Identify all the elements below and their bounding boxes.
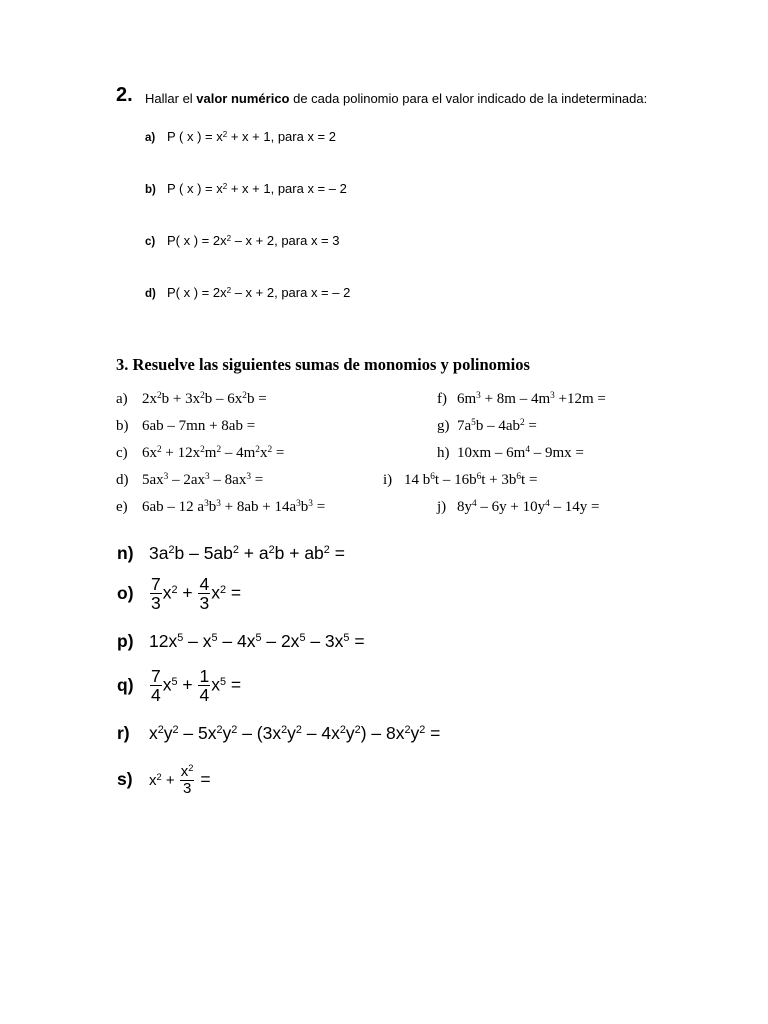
item-label: c)	[145, 236, 156, 248]
fraction-1: $\frac{7}{3}$	[151, 574, 161, 614]
exponent: 3	[476, 390, 481, 401]
item-label: r)	[117, 723, 130, 743]
exercise-b	[116, 418, 255, 435]
exponent: 2	[354, 724, 361, 737]
expression-text: b – 5ab	[174, 543, 233, 563]
exponent: 2	[216, 444, 222, 455]
expression-text: =	[524, 418, 537, 434]
item-label: s)	[117, 768, 133, 789]
expression-text: t + 3b	[481, 472, 517, 488]
expression-text: t =	[521, 472, 538, 488]
exponent: 5	[211, 632, 218, 645]
expression-text: 2x	[142, 391, 157, 407]
exercise-2b: b) P ( x ) = $x^2 + x + 1$, para x = – 2	[145, 181, 347, 196]
exponent: 2	[242, 390, 247, 401]
item-label: n)	[117, 543, 134, 563]
item-label: o)	[117, 582, 134, 603]
exercise-o: o) $\frac{7}{3}$ $x^2$ + $\frac{4}{3}$ $x^2$ =	[117, 574, 242, 614]
instruction-text: Hallar el	[145, 91, 197, 106]
exponent: 2	[168, 544, 175, 557]
exponent: 2	[200, 390, 205, 401]
expression-text: b + 3x	[161, 391, 201, 407]
exponent: 6	[476, 471, 482, 482]
exponent: 5	[299, 632, 306, 645]
expression-text: b	[300, 499, 309, 515]
exercise-f	[437, 391, 606, 408]
item-label: j)	[437, 499, 447, 515]
exponent: 5	[343, 632, 350, 645]
item-label: d)	[116, 472, 129, 488]
exercise-2a: a) P ( x ) = $x^2 + x + 1$, para x = 2	[145, 129, 336, 144]
exponent: 5	[177, 632, 184, 645]
exercise-c	[116, 445, 284, 462]
expression-text: 6ab – 7mn + 8ab =	[142, 418, 256, 434]
item-label: e)	[116, 499, 128, 515]
instruction-bold: valor numérico	[196, 91, 290, 106]
exponent: 2	[255, 444, 260, 455]
expression-text: 6x	[142, 445, 157, 461]
item-label: p)	[117, 631, 134, 651]
exponent: 2	[157, 444, 162, 455]
section-2-instruction	[145, 91, 647, 106]
exponent: 2	[323, 544, 330, 557]
exercise-a	[116, 391, 267, 408]
expression-text: =	[349, 631, 365, 651]
exponent: 3	[204, 498, 209, 509]
exponent: 3	[296, 498, 301, 509]
section-3-title: 3. Resuelve las siguientes sumas de monomios y polinomios	[116, 355, 530, 374]
expression-text: – 4x	[301, 723, 340, 743]
exercise-e	[116, 499, 325, 516]
exponent: 3	[163, 471, 169, 482]
exponent: 6	[516, 471, 522, 482]
expression-text: 14 b	[404, 472, 431, 488]
exponent: 2	[404, 724, 411, 737]
fraction: $\frac{x^2}{3}$	[180, 762, 194, 797]
exponent: 3	[550, 390, 555, 401]
expression-text: – 8ax	[209, 472, 247, 488]
exponent: 2	[172, 724, 179, 737]
exercise-p	[117, 631, 365, 652]
exponent: 4	[545, 498, 550, 509]
expression-text: y	[163, 723, 173, 743]
exponent: 4	[472, 498, 477, 509]
exponent: 2	[267, 444, 273, 455]
exercise-h	[437, 445, 584, 462]
expression-text: 12x	[149, 631, 178, 651]
exponent: 3	[246, 471, 251, 482]
expression-text: y	[345, 723, 355, 743]
expression-text: x	[259, 445, 268, 461]
expression-text: =	[425, 723, 441, 743]
expression-text: 6ab – 12 a	[142, 499, 205, 515]
fraction-1: $\frac{7}{4}$	[151, 666, 161, 706]
exponent: 2	[419, 724, 426, 737]
item-label: g)	[437, 418, 450, 434]
expression-text: =	[312, 499, 326, 515]
expression-text: b – 6x	[204, 391, 243, 407]
exponent: 6	[430, 471, 435, 482]
expression-text: – 3x	[305, 631, 344, 651]
exercise-r	[117, 723, 440, 744]
fraction-2: $\frac{4}{3}$	[199, 574, 210, 614]
expression-text: =	[250, 472, 264, 488]
expression-text: y	[222, 723, 232, 743]
exponent: 2	[216, 724, 223, 737]
expression-text: b =	[246, 391, 267, 407]
exponent: 4	[525, 444, 530, 455]
exercise-2c: c) P( x ) = $2x^2 - x + 2$, para x = 3	[145, 233, 340, 248]
item-label: b)	[145, 184, 156, 196]
exercise-g	[437, 418, 537, 435]
item-label: a)	[145, 132, 156, 144]
expression-text: b + ab	[274, 543, 324, 563]
exponent: 2	[157, 724, 164, 737]
item-label: f)	[437, 391, 447, 407]
expression-text: y	[287, 723, 296, 743]
exponent: 2	[232, 544, 239, 557]
exponent: 2	[281, 724, 288, 737]
exercise-s: s) $x^2$ + $\frac{x^2}{3}$ =	[117, 762, 211, 797]
expression-text: +12m =	[554, 391, 606, 407]
exponent: 2	[157, 390, 162, 401]
item-label: c)	[116, 445, 128, 461]
expression-text: =	[272, 445, 285, 461]
item-label: q)	[117, 674, 134, 695]
exponent: 3	[216, 498, 221, 509]
exponent: 2	[231, 724, 238, 737]
expression-text: =	[329, 543, 345, 563]
expression-text: m	[204, 445, 217, 461]
exercise-i	[383, 472, 537, 489]
exponent: 3	[205, 471, 210, 482]
expression-text: 3a	[149, 543, 169, 563]
exponent: 5	[255, 632, 262, 645]
exponent: 2	[520, 417, 525, 428]
expression-text: b	[208, 499, 217, 515]
instruction-text-end: de cada polinomio para el valor indicado de la indeterminada:	[289, 91, 648, 106]
expression-text: 8y	[457, 499, 472, 515]
expression-text: – 4x	[217, 631, 256, 651]
exercise-2d: d) P( x ) = $2x^2 - x + 2$, para x = – 2	[145, 285, 351, 300]
expression-text: + 8ab + 14a	[220, 499, 297, 515]
item-label: b)	[116, 418, 129, 434]
expression-text: x	[149, 723, 158, 743]
item-label: d)	[145, 288, 156, 300]
expression-text: t – 16b	[434, 472, 477, 488]
expression-text: – 2x	[261, 631, 300, 651]
expression-text: 10xm – 6m	[457, 445, 526, 461]
expression-text: – 14y =	[549, 499, 600, 515]
exercise-j	[437, 499, 600, 516]
exponent: 5	[471, 417, 476, 428]
fraction-2: $\frac{1}{4}$	[199, 666, 210, 706]
exercise-q: q) $\frac{7}{4}$ $x^5$ + $\frac{1}{4}$ $x^5$ =	[117, 666, 242, 706]
expression-text: – 4m	[221, 445, 256, 461]
expression-text: y	[410, 723, 420, 743]
exponent: 2	[339, 724, 346, 737]
expression-text: + a	[238, 543, 269, 563]
item-label: h)	[437, 445, 450, 461]
expression-text: ) – 8x	[360, 723, 405, 743]
item-label: a)	[116, 391, 128, 407]
expression-text: – (3x	[237, 723, 282, 743]
expression-text: + 12x	[161, 445, 201, 461]
expression-text: – 5x	[178, 723, 217, 743]
exponent: 2	[295, 724, 302, 737]
expression-text: – 2ax	[168, 472, 205, 488]
exercise-n	[117, 543, 345, 564]
expression-text: + 8m – 4m	[480, 391, 551, 407]
expression-text: – 6y + 10y	[476, 499, 546, 515]
exponent: 2	[200, 444, 205, 455]
expression-text: 6m	[457, 391, 477, 407]
expression-text: – 9mx =	[530, 445, 584, 461]
expression-text: 7a	[457, 418, 472, 434]
exponent: 3	[308, 498, 313, 509]
expression-text: – x	[183, 631, 212, 651]
expression-text: 5ax	[142, 472, 164, 488]
expression-text: b – 4ab	[475, 418, 520, 434]
exponent: 2	[268, 544, 275, 557]
section-2-number: 2.	[116, 84, 133, 106]
item-label: i)	[383, 472, 393, 488]
exercise-d	[116, 472, 263, 489]
